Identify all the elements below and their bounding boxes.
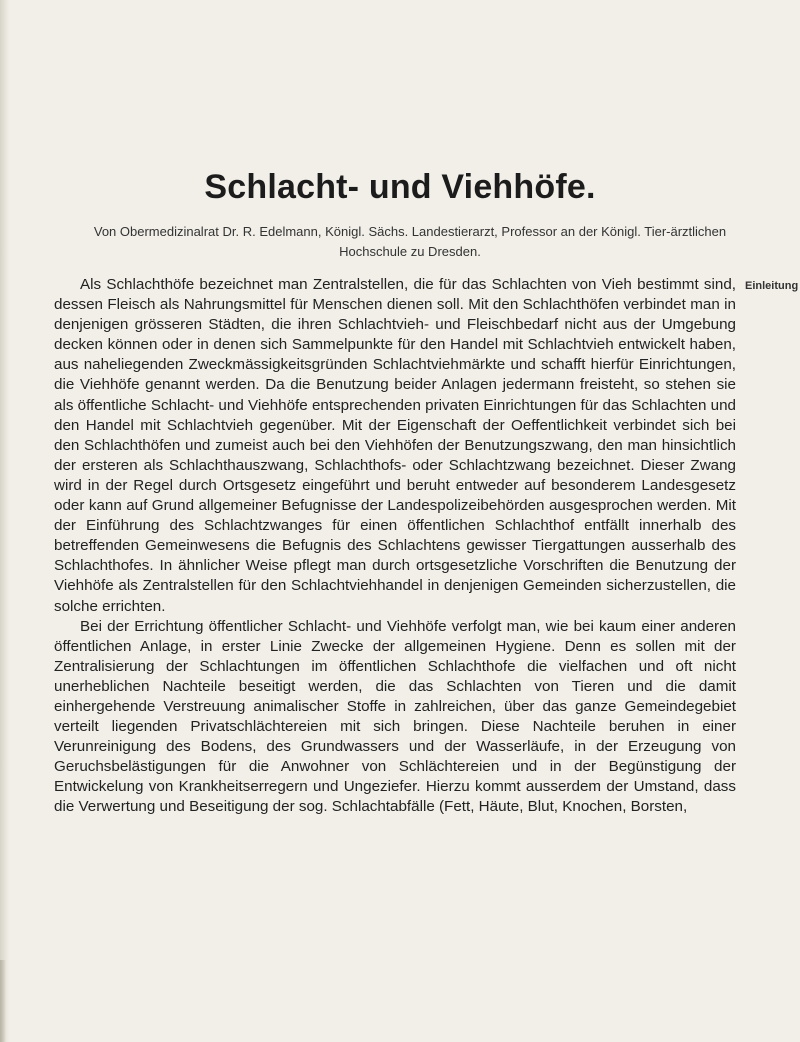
page-title: Schlacht- und Viehhöfe. (204, 168, 596, 206)
page-edge-shadow (0, 0, 10, 1042)
paragraph-2: Bei der Errichtung öffentlicher Schlacht- und Viehhöfe verfolgt man, wie bei kaum einer anderen öffentlichen Anlage, in erster Linie Zwecke der allgemeinen Hygiene. Denn es sollen mit der Zentralisierung der Schlachtungen im öffentlichen Schlachthofe die vielfachen und oft nicht unerheblichen Nachteile beseitigt werden, die das Schlachten von Tieren und die damit einhergehende Verstreuung animalischer Stoffe in zahlreichen, über das ganze Gemeindegebiet verteilt liegenden Privatschlächtereien mit sich bringen. Diese Nachteile beruhen in einer Verunreinigung des Bodens, des Grundwassers und der Wasserläufe, in der Erzeugung von Geruchsbelästigungen für die Anwohner von Schlächtereien und in der Begünstigung der Entwickelung von Krankheitserregern und Ungeziefer. Hierzu kommt ausserdem der Umstand, dass die Verwertung und Beseitigung der sog. Schlachtabfälle (Fett, Häute, Blut, Knochen, Borsten, (54, 617, 736, 816)
body-text (54, 275, 736, 818)
paragraph-1: Als Schlachthöfe bezeichnet man Zentralstellen, die für das Schlachten von Vieh bestimmt sind, dessen Fleisch als Nahrungsmittel für Menschen dienen soll. Mit den Schlachthöfen verbindet man in denjenigen grösseren Städten, die ihren Schlachtvieh- und Fleischbedarf nicht aus der Umgebung decken können oder in denen sich Sammelpunkte für den Handel mit Schlachtvieh entwickelt haben, aus naheliegenden Zweckmässigkeitsgründen Schlachtviehmärkte und schafft hierfür Einrichtungen, die Viehhöfe genannt werden. Da die Benutzung beider Anlagen jedermann freisteht, so stehen sie als öffentliche Schlacht- und Viehhöfe entsprechenden privaten Einrichtungen für das Schlachten und den Handel mit Schlachtvieh gegenüber. Mit der Eigenschaft der Oeffentlichkeit verbindet sich bei den Schlachthöfen und zumeist auch bei den Viehhöfen der Benutzungszwang, den man hinsichtlich der ersteren als Schlachthauszwang, Schlachthofs- oder Schlachtzwang bezeichnet. Dieser Zwang wird in der Regel durch Ortsgesetz eingeführt und beruht entweder auf besonderem Landesgesetz oder kann auf Grund allgemeiner Befugnisse der Landespolizeibehörden ausgesprochen werden. Mit der Einführung des Schlachtzwanges für einen öffentlichen Schlachthof entfällt innerhalb des betreffenden Gemeinwesens die Befugnis des Schlachtens gewisser Tiergattungen ausserhalb des Schlachthofes. In ähnlicher Weise pflegt man durch ortsgesetzliche Vorschriften die Benutzung der Viehhöfe als Zentralstellen für den Schlachtviehhandel in denjenigen Gemeinden sicherzustellen, die solche errichten. (54, 276, 736, 615)
page-spine-mark (0, 960, 6, 1042)
author-byline: Von Obermedizinalrat Dr. R. Edelmann, Königl. Sächs. Landestierarzt, Professor an der Königl. Tier-ärztlichen Hochschule zu Dresden. (93, 224, 727, 259)
margin-note-einleitung: Einleitung (745, 280, 799, 292)
